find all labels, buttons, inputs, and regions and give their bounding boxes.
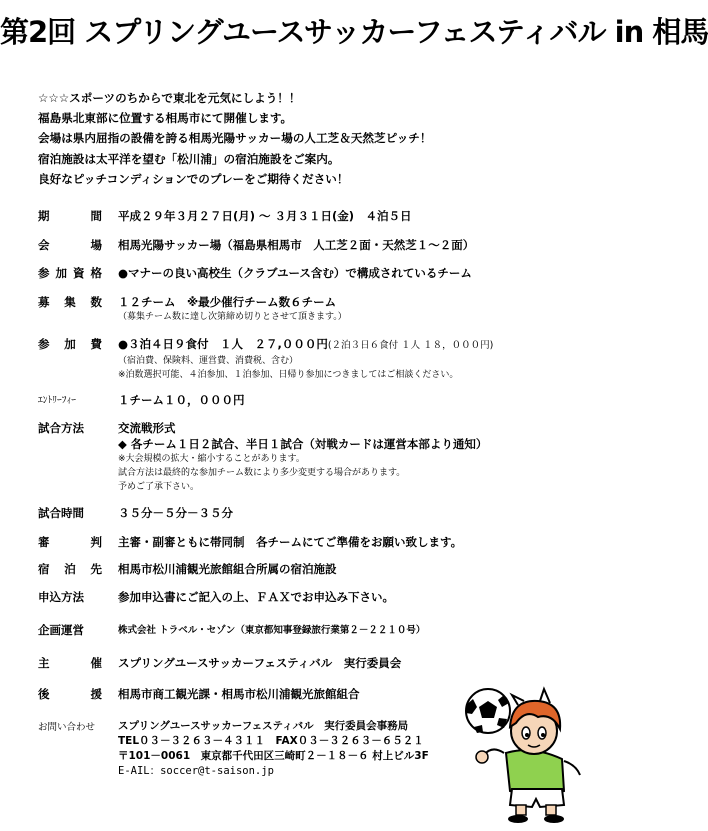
match-time-label: 試合時間 [38, 506, 84, 520]
planning-registration: （東京都知事登録旅行業第２－２２１０号） [235, 625, 426, 636]
venue-label: 会 場 [38, 238, 102, 252]
match-format-block [118, 420, 487, 494]
fee-value-main: ●３泊４日９食付 １人 ２７,０００円 [118, 337, 328, 351]
soccer-ball-icon [466, 689, 510, 733]
match-format-note: 予めご了承下さい。 [118, 482, 200, 492]
eligibility-label: 参加資格 [38, 266, 102, 280]
contact-label: お問い合わせ [38, 722, 96, 733]
planning-label: 企画運営 [38, 623, 84, 637]
fee-note: （宿泊費、保険料、運営費、消費税、含む） [118, 356, 299, 366]
fee-value-alt: (２泊３日６食付 １人 １８，０００円) [327, 340, 494, 351]
eligibility-value: ●マナーの良い高校生（クラブユース含む）で構成されているチーム [118, 266, 472, 280]
contact-address: 〒101－0061 東京都千代田区三崎町２－１８－６ 村上ビル3F [118, 750, 429, 762]
fee-label: 参加費 [38, 337, 102, 351]
page-title: 第2回 スプリングユースサッカーフェスティバル in 相馬 [0, 15, 708, 49]
contact-email[interactable]: soccer@t-saison.jp [160, 765, 274, 777]
contact-tel-fax: TEL０３－３２６３－４３１１ FAX０３－３２６３－６５２１ [118, 735, 424, 747]
fee-value-block [118, 336, 493, 382]
organizer-value: スプリングユースサッカーフェスティバル 実行委員会 [118, 656, 402, 670]
lodging-value: 相馬市松川浦観光旅館組合所属の宿泊施設 [118, 562, 337, 576]
match-format-label: 試合方法 [38, 421, 84, 435]
referee-value: 主審・副審ともに帯同制 各チームにてご準備をお願い致します。 [118, 535, 463, 549]
recruit-label: 募集数 [38, 295, 102, 309]
referee-label: 審 判 [38, 535, 102, 549]
soccer-mascot-illustration [452, 683, 590, 823]
intro-block [38, 88, 432, 189]
support-label: 後 援 [38, 687, 102, 701]
application-value: 参加申込書にご記入の上、ＦＡＸでお申込み下さい。 [118, 590, 394, 604]
entry-fee-value: １チーム１０，０００円 [118, 393, 245, 407]
recruit-value-block [118, 294, 347, 324]
intro-line: 良好なピッチコンディションでのプレーをご期待ください！ [38, 171, 349, 186]
contact-org: スプリングユースサッカーフェスティバル 実行委員会事務局 [118, 720, 409, 732]
fee-note: ※泊数選択可能、４泊参加、１泊参加、日帰り参加につきましてはご相談ください。 [118, 370, 459, 380]
recruit-note: （募集チーム数に達し次第締め切りとさせて頂きます。） [118, 312, 347, 322]
planning-company: 株式会社 トラベル・セゾン [118, 625, 236, 636]
contact-block [118, 719, 429, 779]
application-label: 申込方法 [38, 590, 84, 604]
organizer-label: 主 催 [38, 656, 102, 670]
match-format-note: ※大会規模の拡大・縮小することがあります。 [118, 454, 305, 464]
match-format-note: 試合方法は最終的な参加チーム数により多少変更する場合があります。 [118, 468, 406, 478]
entry-fee-label: ｴﾝﾄﾘｰﾌｨｰ [38, 395, 77, 406]
intro-line: 福島県北東部に位置する相馬市にて開催します。 [38, 111, 293, 126]
period-label: 期 間 [38, 209, 102, 223]
period-value: 平成２９年３月２７日(月) ～ ３月３１日(金) ４泊５日 [118, 209, 412, 223]
support-value: 相馬市商工観光課・相馬市松川浦観光旅館組合 [118, 687, 360, 701]
contact-email-label: E-AIL： [118, 765, 161, 777]
recruit-value: １２チーム ※最少催行チーム数６チーム [118, 295, 337, 309]
match-time-value: ３５分－５分－３５分 [118, 506, 233, 520]
match-format-line: 交流戦形式 [118, 421, 176, 435]
intro-line: 宿泊施設は太平洋を望む「松川浦」の宿泊施設をご案内。 [38, 151, 340, 166]
lodging-label: 宿泊先 [38, 562, 102, 576]
venue-value: 相馬光陽サッカー場（福島県相馬市 人工芝２面・天然芝１～２面） [118, 238, 475, 252]
match-format-line: ◆ 各チーム１日２試合、半日１試合（対戦カードは運営本部より通知） [118, 437, 488, 451]
intro-line: ☆☆☆スポーツのちからで東北を元気にしよう！！ [38, 91, 301, 105]
intro-line: 会場は県内屈指の設備を誇る相馬光陽サッカー場の人工芝＆天然芝ピッチ！ [38, 131, 432, 146]
